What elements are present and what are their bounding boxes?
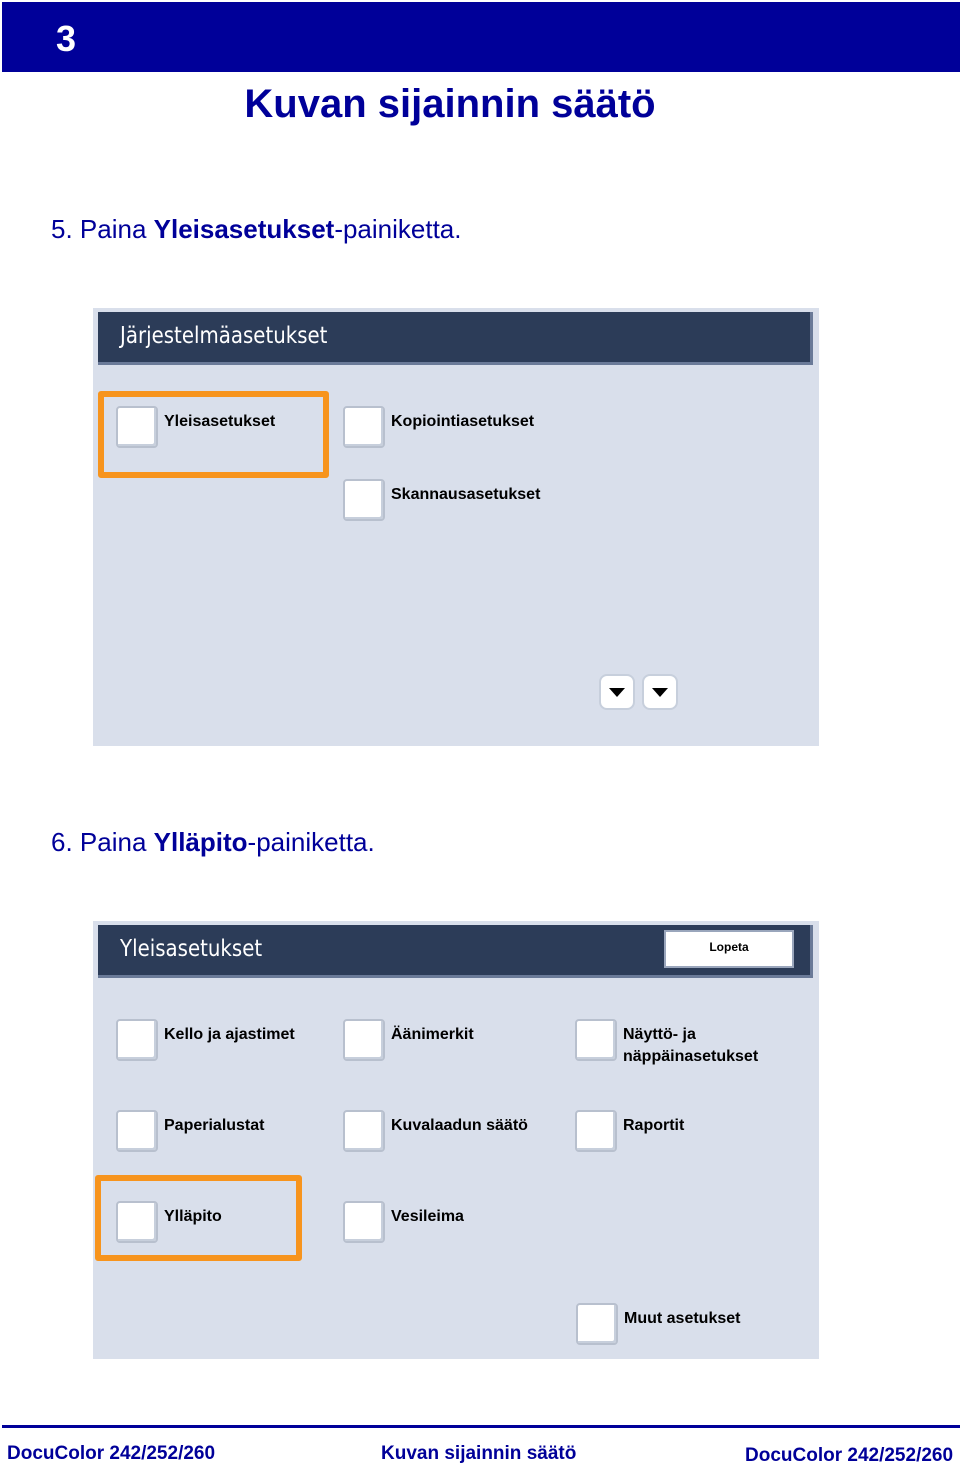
option-checkbox[interactable] [343, 1019, 385, 1061]
option-label: Vesileima [391, 1208, 464, 1225]
panel-title: Yleisasetukset [120, 936, 263, 962]
step-5-instruction [51, 214, 462, 245]
option-checkbox[interactable] [116, 1019, 158, 1061]
step-5-bold: Yleisasetukset [153, 214, 335, 244]
option-label: Yleisasetukset [164, 413, 276, 430]
option-checkbox[interactable] [343, 1110, 385, 1152]
option-checkbox[interactable] [116, 1110, 158, 1152]
option-label-line1: Näyttö- ja [623, 1026, 696, 1043]
option-label [623, 1024, 758, 1068]
panel-title: Järjestelmäasetukset [120, 323, 328, 349]
step-6-bold: Ylläpito [153, 827, 248, 857]
general-settings-panel [93, 921, 819, 1359]
step-6-instruction [51, 827, 375, 858]
step-5-suffix: -painiketta. [334, 214, 462, 244]
top-banner [2, 2, 960, 72]
system-settings-panel [93, 308, 819, 746]
option-checkbox[interactable] [343, 479, 385, 521]
option-label: Kello ja ajastimet [164, 1026, 295, 1043]
option-label: Ylläpito [164, 1208, 222, 1225]
option-checkbox[interactable] [575, 1110, 617, 1152]
option-label-line2: näppäinasetukset [623, 1048, 759, 1065]
footer-right: DocuColor 242/252/260 [745, 1445, 954, 1466]
panel-header [98, 925, 813, 978]
option-label: Paperialustat [164, 1117, 265, 1134]
option-checkbox[interactable] [343, 1201, 385, 1243]
step-6-suffix: -painiketta. [247, 827, 375, 857]
option-label: Skannausasetukset [391, 486, 541, 503]
option-label: Raportit [623, 1117, 685, 1134]
step-6-prefix: 6. Paina [51, 827, 154, 857]
option-checkbox[interactable] [575, 1019, 617, 1061]
page-title: Kuvan sijainnin säätö [244, 82, 656, 126]
footer-center: Kuvan sijainnin säätö [381, 1443, 577, 1464]
option-label: Kuvalaadun säätö [391, 1117, 528, 1134]
chapter-number: 3 [56, 18, 77, 59]
step-5-prefix: 5. Paina [51, 214, 154, 244]
footer-left: DocuColor 242/252/260 [7, 1443, 216, 1464]
option-label: Kopiointiasetukset [391, 413, 535, 430]
option-checkbox[interactable] [343, 406, 385, 448]
option-label: Muut asetukset [624, 1310, 741, 1327]
option-checkbox[interactable] [116, 406, 158, 448]
option-checkbox[interactable] [116, 1201, 158, 1243]
option-checkbox[interactable] [576, 1303, 618, 1345]
panel-header [98, 312, 813, 365]
close-button[interactable]: Lopeta [664, 930, 794, 968]
scroll-down-icon[interactable] [599, 674, 635, 710]
scroll-down-icon[interactable] [642, 674, 678, 710]
footer-divider [2, 1425, 960, 1428]
option-label: Äänimerkit [391, 1026, 474, 1043]
